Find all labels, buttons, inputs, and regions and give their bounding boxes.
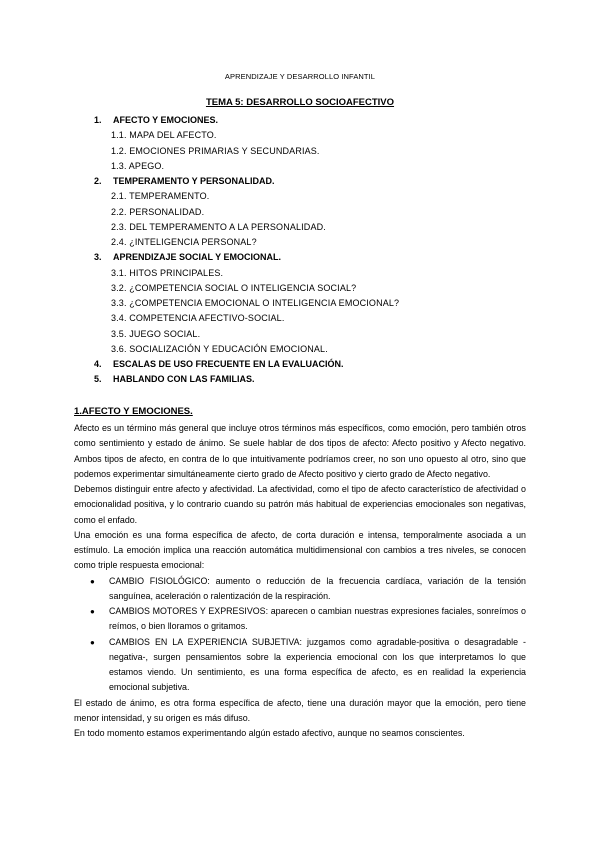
- topic-title: TEMA 5: DESARROLLO SOCIOAFECTIVO: [205, 97, 395, 108]
- list-item: [74, 635, 526, 696]
- toc-number: 3.: [94, 252, 102, 263]
- list-item-text: CAMBIOS EN LA EXPERIENCIA SUBJETIVA: juzgamos como agradable-positiva o desagradable -negativa-, surgen pensamientos sobre la experiencia emocional con los que interpretamos lo que estamos viendo. Un sentimiento, es una forma específica de afecto, es en realidad la experiencia emocional subjetiva.: [109, 636, 526, 693]
- toc-subitem: 3.2. ¿COMPETENCIA SOCIAL O INTELIGENCIA SOCIAL?: [111, 282, 357, 293]
- toc-label: HABLANDO CON LAS FAMILIAS.: [113, 374, 255, 385]
- toc-label: AFECTO Y EMOCIONES.: [113, 115, 219, 125]
- bullet-list: [74, 574, 526, 696]
- toc-subitem: 3.4. COMPETENCIA AFECTIVO-SOCIAL.: [111, 313, 285, 324]
- toc-subitem: 2.3. DEL TEMPERAMENTO A LA PERSONALIDAD.: [111, 221, 326, 232]
- toc-subitem: 1.1. MAPA DEL AFECTO.: [111, 130, 217, 141]
- toc-subitem: 3.3. ¿COMPETENCIA EMOCIONAL O INTELIGENCIA EMOCIONAL?: [111, 298, 400, 308]
- toc-subitem: 1.3. APEGO.: [111, 160, 165, 171]
- toc-label: ESCALAS DE USO FRECUENTE EN LA EVALUACIÓN.: [113, 359, 344, 369]
- toc-subitem: 3.1. HITOS PRINCIPALES.: [111, 267, 224, 278]
- toc-label: APRENDIZAJE SOCIAL Y EMOCIONAL.: [113, 252, 282, 263]
- paragraph: Afecto es un término más general que incluye otros términos más específicos, como emoción, pero también otros como sentimiento y estado de ánimo. Se suele hablar de dos tipos de afecto: Afecto positivo y Afecto negativo. Ambos tipos de afecto, en contra de lo que intuitivamente podríamos creer, no son uno opuesto al otro, sino que podemos experimentar simultáneamente cierto grado de Afecto positivo y cierto grado de Afecto negativo.: [74, 423, 526, 479]
- toc-subitem: 2.2. PERSONALIDAD.: [111, 206, 205, 217]
- toc-item: [94, 113, 534, 128]
- paragraph: En todo momento estamos experimentando algún estado afectivo, aunque no seamos conscientes.: [74, 728, 465, 738]
- list-item-text: CAMBIOS MOTORES Y EXPRESIVOS: aparecen o cambian nuestras expresiones faciales, sonreímos o reímos, o bien lloramos o gritamos.: [109, 606, 526, 632]
- list-item: [74, 604, 526, 635]
- toc-subitem: 2.4. ¿INTELIGENCIA PERSONAL?: [111, 237, 257, 247]
- bullet-icon: ●: [90, 637, 95, 647]
- toc-item: [94, 372, 534, 387]
- toc-number: 4.: [94, 359, 102, 369]
- paragraph: Debemos distinguir entre afecto y afectividad. La afectividad, como el tipo de afecto característico de afectividad o emocionalidad positiva, y lo contrario cuando su patrón más habitual de experiencias emocionales son negativas, como el enfado.: [74, 484, 526, 525]
- toc-item: [94, 174, 534, 189]
- toc-number: 5.: [94, 374, 102, 385]
- toc-subitem: 3.6. SOCIALIZACIÓN Y EDUCACIÓN EMOCIONAL.: [111, 343, 328, 354]
- toc-number: 1.: [94, 115, 102, 125]
- toc-subitem: 3.5. JUEGO SOCIAL.: [111, 328, 201, 339]
- toc-subitem: 2.1. TEMPERAMENTO.: [111, 191, 210, 202]
- bullet-icon: ●: [90, 607, 95, 616]
- toc-item: [94, 250, 534, 265]
- toc-subitem: 1.2. EMOCIONES PRIMARIAS Y SECUNDARIAS.: [111, 145, 320, 156]
- toc-number: 2.: [94, 176, 102, 186]
- paragraph: El estado de ánimo, es otra forma específica de afecto, tiene una duración mayor que la emoción, pero tiene menor intensidad, y su origen es más difuso.: [74, 697, 526, 723]
- section-heading: 1.AFECTO Y EMOCIONES.: [74, 406, 193, 417]
- section-body: [74, 421, 526, 741]
- course-title: APRENDIZAJE Y DESARROLLO INFANTIL: [224, 72, 376, 81]
- toc-label: TEMPERAMENTO Y PERSONALIDAD.: [113, 176, 275, 186]
- list-item-text: CAMBIO FISIOLÓGICO: aumento o reducción de la frecuencia cardíaca, variación de la tensión sanguínea, aceleración o ralentización de la respiración.: [109, 575, 526, 601]
- bullet-icon: ●: [90, 576, 95, 586]
- toc-item: [94, 357, 534, 372]
- paragraph: Una emoción es una forma específica de afecto, de corta duración e intensa, temporalmente asociada a un estímulo. La emoción implica una reacción automática multidimensional con cambios a tres niveles, se conocen como triple respuesta emocional:: [74, 529, 526, 571]
- table-of-contents: [94, 113, 534, 388]
- list-item: [74, 574, 526, 605]
